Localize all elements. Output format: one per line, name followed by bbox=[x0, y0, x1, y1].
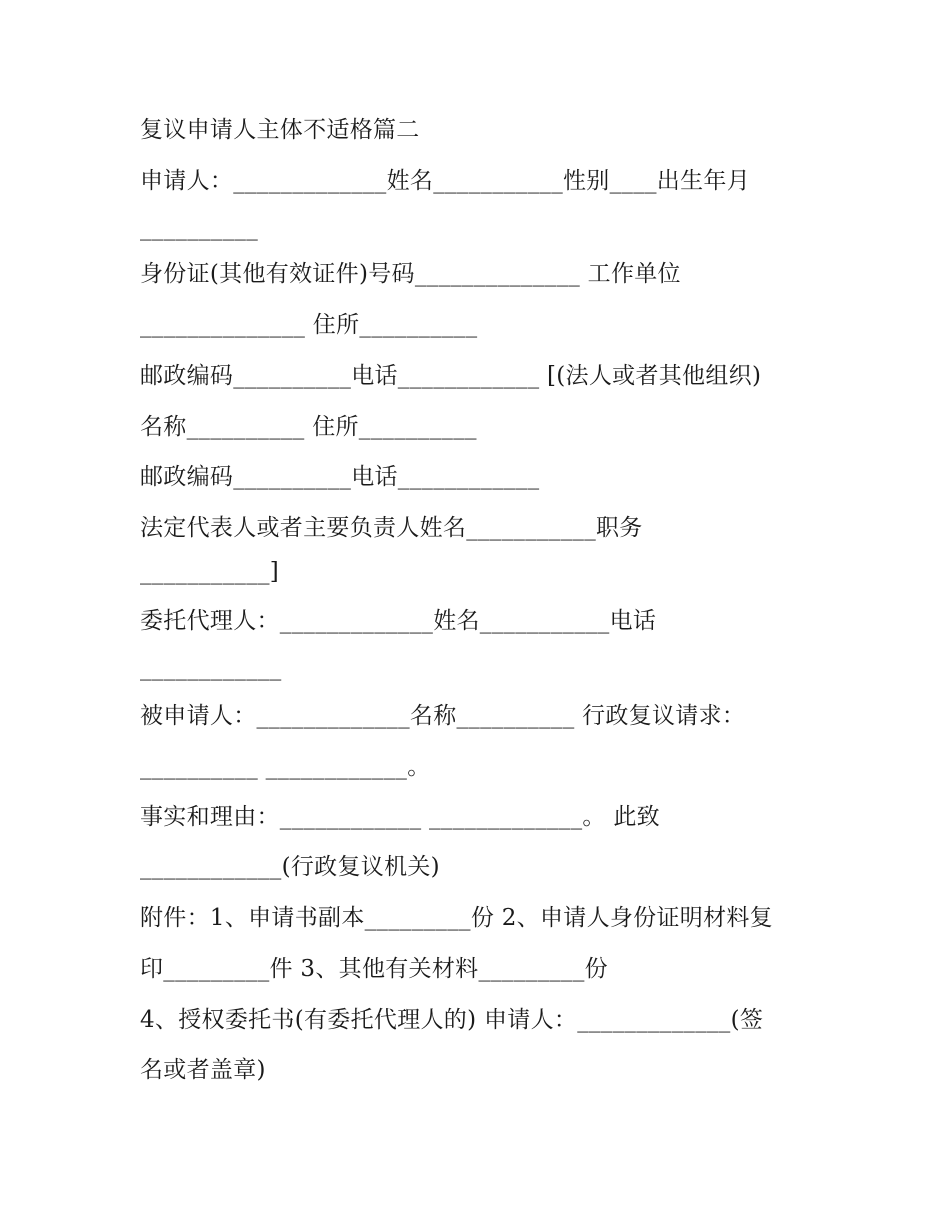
document-line: ___________] bbox=[140, 559, 280, 585]
document-line: 邮政编码__________电话____________ bbox=[140, 464, 540, 490]
document-line: 身份证(其他有效证件)号码______________ 工作单位 bbox=[140, 261, 681, 287]
document-line: 名或者盖章) bbox=[140, 1057, 266, 1083]
document-title: 复议申请人主体不适格篇二 bbox=[140, 117, 420, 143]
document-line: 申请人：_____________姓名___________性别____出生年月 bbox=[140, 168, 750, 194]
document-line: ____________(行政复议机关) bbox=[140, 854, 440, 880]
document-line: 名称__________ 住所__________ bbox=[140, 414, 477, 440]
document-line: 事实和理由：____________ _____________。 此致 bbox=[140, 804, 660, 830]
document-line: 附件：1、申请书副本_________份 2、申请人身份证明材料复 bbox=[140, 905, 773, 931]
document-line: 委托代理人：_____________姓名___________电话 bbox=[140, 608, 657, 634]
document-line: 法定代表人或者主要负责人姓名___________职务 bbox=[140, 515, 643, 541]
document-line: 印_________件 3、其他有关材料_________份 bbox=[140, 956, 608, 982]
document-line: __________ ____________。 bbox=[140, 754, 431, 780]
document-line: ____________ bbox=[140, 655, 282, 681]
document-line: ______________ 住所__________ bbox=[140, 312, 478, 338]
document-line: 4、授权委托书(有委托代理人的) 申请人：_____________(签 bbox=[140, 1007, 764, 1033]
document-line: 邮政编码__________电话____________ [(法人或者其他组织) bbox=[140, 363, 762, 389]
document-line: 被申请人：_____________名称__________ 行政复议请求： bbox=[140, 703, 746, 729]
document-line: __________ bbox=[140, 215, 258, 241]
